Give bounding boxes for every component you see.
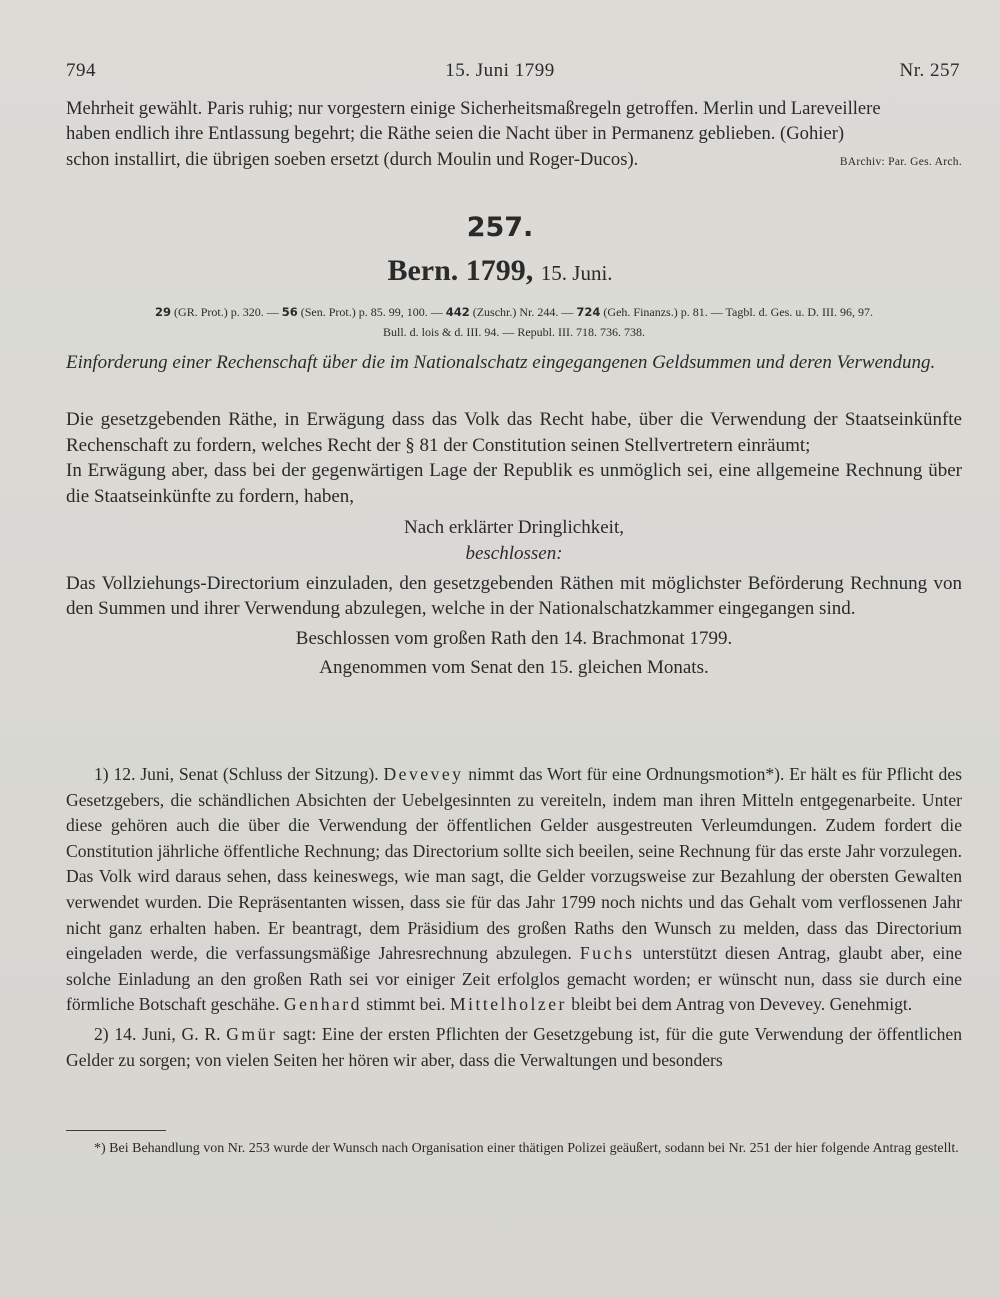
- note-1-text-b: unterstützt diesen Antrag, glaubt aber, eine solche Einladung an den großen Rath sei vor einiger Zeit erfolglos gemacht worden; er wünscht nun, dass sie durch eine förmliche Botschaft geschähe.: [66, 943, 962, 1015]
- document-place-year: Bern. 1799,: [387, 254, 534, 287]
- speaker-name: Fuchs: [579, 943, 635, 964]
- note-1-text-d: bleibt bei dem Antrag von Devevey. Genehmigt.: [566, 994, 913, 1015]
- ref-num-2: 56: [281, 305, 298, 319]
- previous-document-end: [66, 96, 962, 175]
- ref-num-4: 724: [576, 305, 601, 319]
- speaker-name: Devevey: [383, 764, 464, 784]
- footnote: *) Bei Behandlung von Nr. 253 wurde der Wunsch nach Organisation einer thätigen Polizei geäußert, sodann bei Nr. 251 der hier folgende Antrag gestellt.: [94, 1141, 959, 1156]
- accepted-line: Angenommen vom Senat den 15. gleichen Monats.: [319, 657, 709, 679]
- resolution-para-3: Das Vollziehungs-Directorium einzuladen, den gesetzgebenden Räthen mit möglichster Beförderung Rechnung von den Summen und ihrer Verwendung abzulegen, welche in der Nationalschatzkammer eingegangen sind.: [66, 572, 962, 620]
- passed-line: Beschlossen vom großen Rath den 14. Brachmonat 1799.: [295, 627, 733, 649]
- refs-line-1: [66, 302, 962, 322]
- resolved-line: beschlossen:: [465, 542, 563, 564]
- page-number: 794: [66, 60, 96, 81]
- urgency-line: Nach erklärter Dringlichkeit,: [404, 517, 624, 539]
- archive-source: BArchiv: Par. Ges. Arch.: [839, 155, 962, 168]
- ref-text-1: (GR. Prot.) p. 320. —: [171, 305, 282, 319]
- prev-line-2: haben endlich ihre Entlassung begehrt; die Räthe seien die Nacht über in Permanenz geblieben. (Gohier): [66, 123, 845, 145]
- note-2-intro: 2) 14. Juni, G. R.: [94, 1023, 227, 1044]
- prev-line-1: Mehrheit gewählt. Paris ruhig; nur vorgestern einige Sicherheitsmaßregeln getroffen. Merlin und Lareveillere: [66, 98, 881, 119]
- footnote-rule: [66, 1130, 166, 1131]
- speaker-name: Genhard: [283, 994, 362, 1015]
- document-number: 257.: [466, 212, 534, 243]
- speaker-name: Mittelholzer: [449, 994, 567, 1015]
- prev-line-3-text: schon installirt, die übrigen soeben ersetzt (durch Moulin und Roger-Ducos).: [66, 148, 639, 170]
- document-title: [0, 254, 1000, 288]
- prev-line-3: [66, 147, 962, 175]
- note-1-text-a: nimmt das Wort für eine Ordnungsmotion*). Er hält es für Pflicht des Gesetzgebers, die schändlichen Absichten der Uebelgesinnten zu vereiteln, indem man ihren Mitteln entgegenarbeite. Unter diese gehören auch die über die Verwendung der öffentlichen Gelder ausgestreuten Verleumdungen. Zudem fordert die Constitution jährliche öffentliche Rechnung; das Directorium sollte sich beeilen, seine Rechnung für das erste Jahr vorzulegen. Das Volk wird daraus sehen, dass keineswegs, wie man sagt, die Gelder vorzugsweise zur Bezahlung der obersten Gewalten verwendet wurden. Die Repräsentanten wissen, dass sie für das Jahr 1799 noch nichts und das Gehalt vom verflossenen Jahr nicht ganz erhalten haben. Er beantragt, dem Präsidium des großen Raths den Wunsch zu melden, dass das Directorium eingeladen werde, die verfassungsmäßige Jahresrechnung abzulegen.: [66, 764, 962, 964]
- document-day: 15. Juni.: [540, 261, 613, 285]
- ref-text-2: (Sen. Prot.) p. 85. 99, 100. —: [297, 305, 446, 319]
- note-2: [66, 1022, 962, 1073]
- running-date: 15. Juni 1799: [445, 60, 555, 81]
- source-references: [66, 302, 962, 342]
- notes-section: [66, 762, 962, 1073]
- resolution-body: [66, 407, 962, 681]
- refs-line-2: Bull. d. lois & d. III. 94. — Republ. III. 718. 736. 738.: [383, 325, 645, 339]
- resolution-para-2: In Erwägung aber, dass bei der gegenwärtigen Lage der Republik es unmöglich sei, eine allgemeine Rechnung über die Staatseinkünfte zu fordern, haben,: [66, 460, 962, 507]
- speaker-name: Gmür: [226, 1023, 278, 1044]
- ref-num-1: 29: [155, 305, 172, 319]
- note-2-text: sagt: Eine der ersten Pflichten der Gesetzgebung ist, für die gute Verwendung der öffentlichen Gelder zu sorgen; von vielen Seiten her hören wir aber, dass die Verwaltungen und besonders: [66, 1023, 963, 1070]
- document-reference: Nr. 257: [899, 60, 960, 81]
- note-1-text-c: stimmt bei.: [361, 994, 450, 1015]
- document-subject: Einforderung einer Rechenschaft über die im Nationalschatz eingegangenen Geldsummen und deren Verwendung.: [66, 352, 936, 373]
- ref-num-3: 442: [445, 305, 470, 319]
- resolution-para-1: Die gesetzgebenden Räthe, in Erwägung dass das Volk das Recht habe, über die Verwendung der Staatseinkünfte Rechenschaft zu fordern, welches Recht der § 81 der Constitution seinen Stellvertretern einräumt;: [66, 409, 962, 456]
- note-1-intro: 1) 12. Juni, Senat (Schluss der Sitzung).: [94, 764, 384, 784]
- ref-text-3: (Zuschr.) Nr. 244. —: [469, 305, 577, 319]
- note-1: [66, 762, 962, 1018]
- ref-text-4: (Geh. Finanzs.) p. 81. — Tagbl. d. Ges. u. D. III. 96, 97.: [600, 305, 873, 319]
